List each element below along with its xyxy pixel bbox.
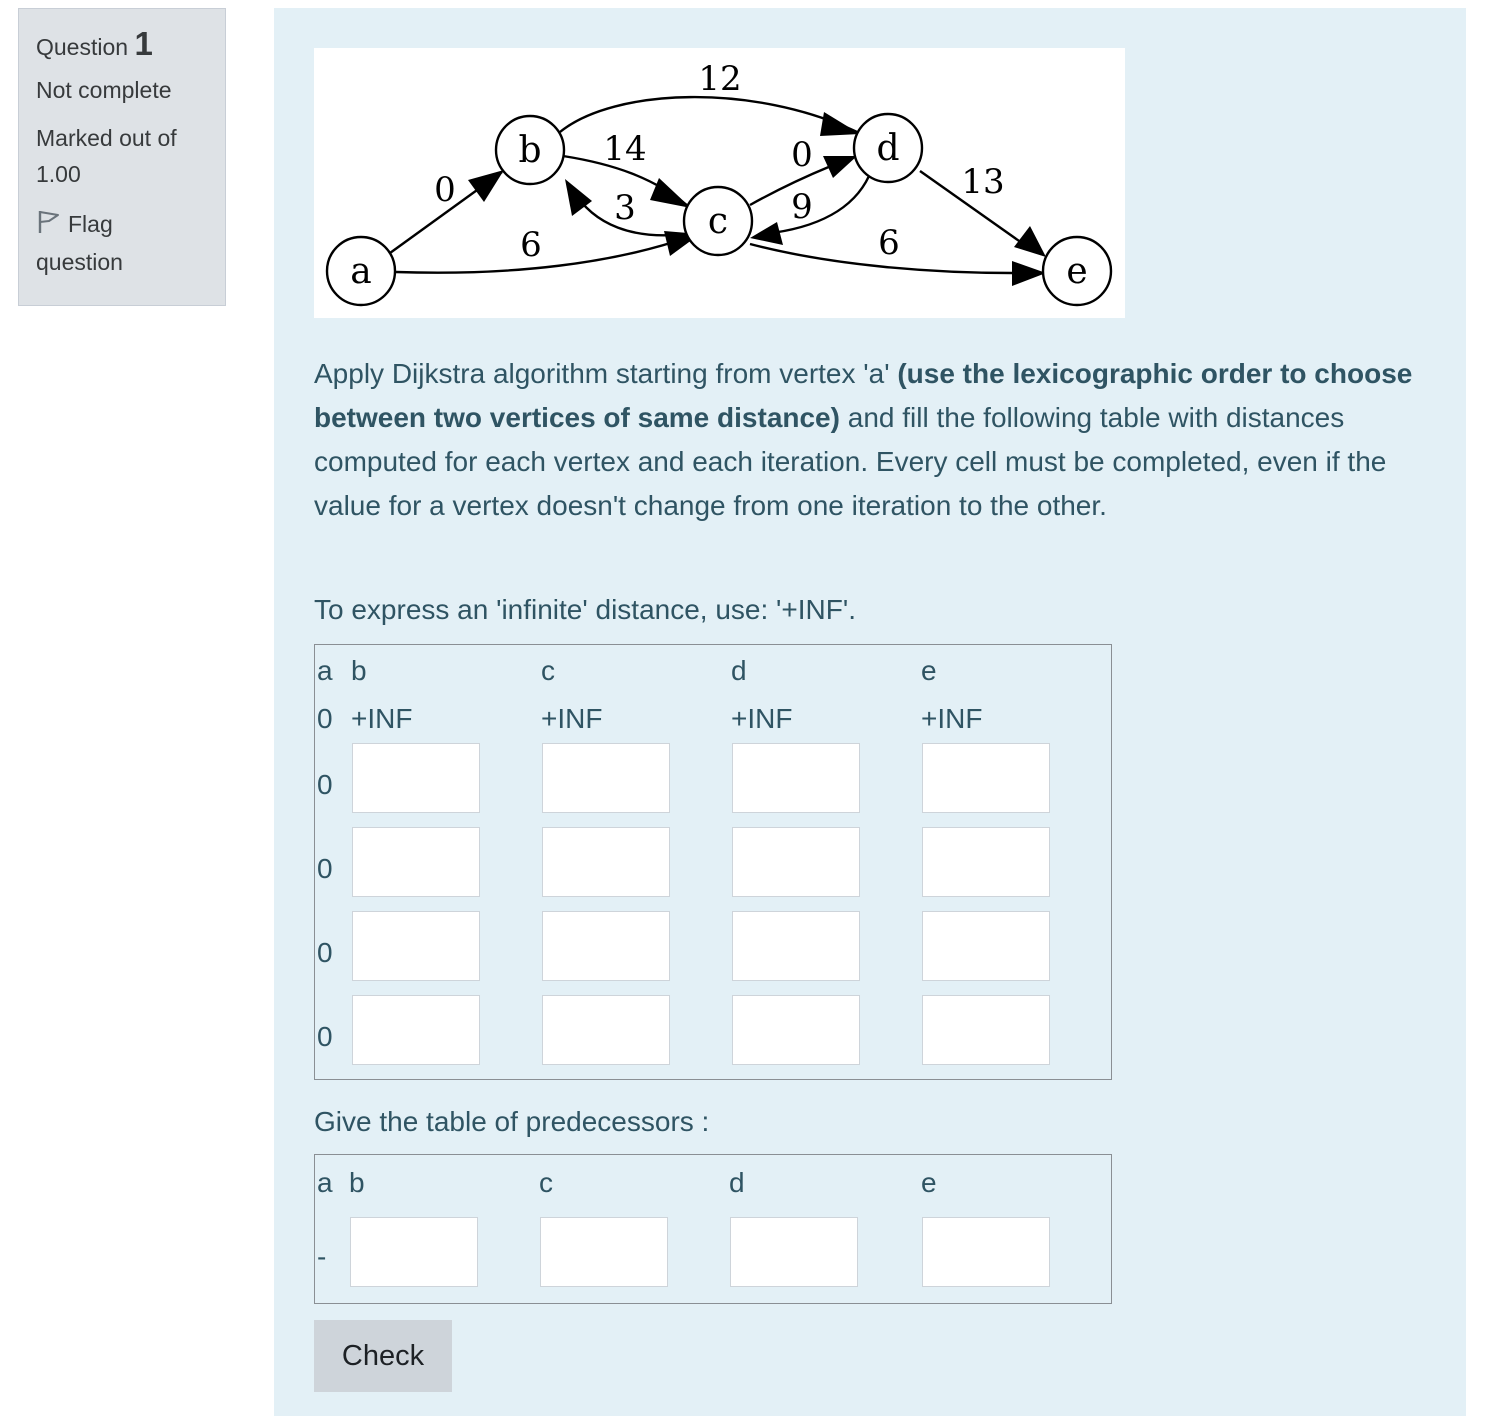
pred-header-a: a	[317, 1167, 333, 1198]
edge-weight: 0	[791, 135, 813, 175]
dist-input-e[interactable]	[922, 743, 1050, 813]
dist-input-e[interactable]	[922, 911, 1050, 981]
dist-input-c[interactable]	[542, 827, 670, 897]
edge-weight: 0	[434, 170, 456, 210]
pred-header-e: e	[921, 1167, 937, 1198]
initial-b: +INF	[351, 703, 413, 734]
infinity-note: To express an 'infinite' distance, use: '+INF'.	[314, 594, 856, 625]
question-number-heading	[36, 25, 225, 63]
node-label: b	[518, 130, 542, 171]
edge-d-c	[764, 176, 869, 234]
question-text	[314, 352, 1432, 528]
node-label: e	[1066, 251, 1088, 292]
grade-value: 1.00	[36, 161, 81, 187]
flag-question-link[interactable]	[36, 206, 225, 280]
edge-weight: 6	[520, 225, 542, 265]
predecessors-table	[314, 1154, 1112, 1304]
flag-icon	[36, 208, 62, 244]
question-label: Question	[36, 34, 129, 60]
check-button[interactable]: Check	[314, 1320, 452, 1392]
pred-input-c[interactable]	[540, 1217, 668, 1287]
edge-a-c	[396, 237, 689, 273]
pred-header-b: b	[349, 1167, 365, 1198]
edge-weight: 9	[791, 187, 813, 227]
dist-input-d[interactable]	[732, 911, 860, 981]
header-d: d	[731, 655, 747, 686]
row-a-value: 0	[317, 853, 333, 884]
row-a-value: 0	[317, 937, 333, 968]
arrowhead-b-d	[820, 112, 860, 136]
flag-label-line2: question	[36, 248, 123, 275]
dist-input-d[interactable]	[732, 827, 860, 897]
arrowhead-d-c	[750, 222, 783, 245]
question-state: Not complete	[36, 77, 172, 103]
edge-weight: 6	[878, 223, 900, 263]
edge-b-d	[560, 97, 857, 132]
arrowhead-a-b	[468, 170, 504, 202]
question-info-panel	[18, 8, 226, 306]
grade-label: Marked out of	[36, 125, 177, 151]
initial-e: +INF	[921, 703, 983, 734]
pred-header-c: c	[539, 1167, 553, 1198]
edge-weight: 14	[603, 129, 647, 169]
dist-input-d[interactable]	[732, 995, 860, 1065]
question-text-start: Apply Dijkstra algorithm starting from vertex 'a'	[314, 358, 898, 389]
graph-image	[314, 48, 1125, 318]
pred-input-d[interactable]	[730, 1217, 858, 1287]
initial-c: +INF	[541, 703, 603, 734]
dist-input-b[interactable]	[352, 743, 480, 813]
header-e: e	[921, 655, 937, 686]
pred-a-value: -	[317, 1241, 327, 1272]
dist-input-d[interactable]	[732, 743, 860, 813]
node-label: c	[707, 201, 729, 242]
question-text-end: and fill the following table with distances computed for each vertex and each iteration. Every cell must be completed, even if the value for a vertex doesn't change from one iteration to the other.	[314, 402, 1387, 521]
arrowhead-c-d	[823, 156, 857, 178]
dist-input-c[interactable]	[542, 743, 670, 813]
edge-weight: 3	[614, 188, 636, 228]
question-formulation	[274, 8, 1466, 1416]
node-label: a	[350, 251, 372, 292]
dist-input-b[interactable]	[352, 995, 480, 1065]
dist-input-e[interactable]	[922, 995, 1050, 1065]
question-grade	[36, 120, 225, 192]
flag-label: Flag	[68, 211, 113, 237]
dist-input-c[interactable]	[542, 995, 670, 1065]
dist-input-e[interactable]	[922, 827, 1050, 897]
row-a-value: 0	[317, 1021, 333, 1052]
distance-table	[314, 644, 1112, 1080]
pred-input-e[interactable]	[922, 1217, 1050, 1287]
predecessors-label: Give the table of predecessors :	[314, 1106, 710, 1137]
header-c: c	[541, 655, 555, 686]
pred-input-b[interactable]	[350, 1217, 478, 1287]
node-label: d	[876, 128, 900, 169]
header-a: a	[317, 655, 333, 686]
initial-d: +INF	[731, 703, 793, 734]
graph-diagram	[314, 48, 1125, 318]
dist-input-b[interactable]	[352, 911, 480, 981]
arrowhead-d-e	[1014, 226, 1046, 257]
initial-a: 0	[317, 703, 333, 734]
row-a-value: 0	[317, 769, 333, 800]
dist-input-c[interactable]	[542, 911, 670, 981]
question-number: 1	[134, 25, 153, 62]
pred-header-d: d	[729, 1167, 745, 1198]
edge-weight: 13	[961, 162, 1005, 202]
edge-weight: 12	[698, 59, 742, 99]
question-text-bold: (use the lexicographic order to choose between two vertices of same distance)	[314, 358, 1413, 433]
dist-input-b[interactable]	[352, 827, 480, 897]
header-b: b	[351, 655, 367, 686]
arrowhead-b-c	[650, 178, 691, 208]
arrowhead-c-e	[1012, 261, 1046, 286]
